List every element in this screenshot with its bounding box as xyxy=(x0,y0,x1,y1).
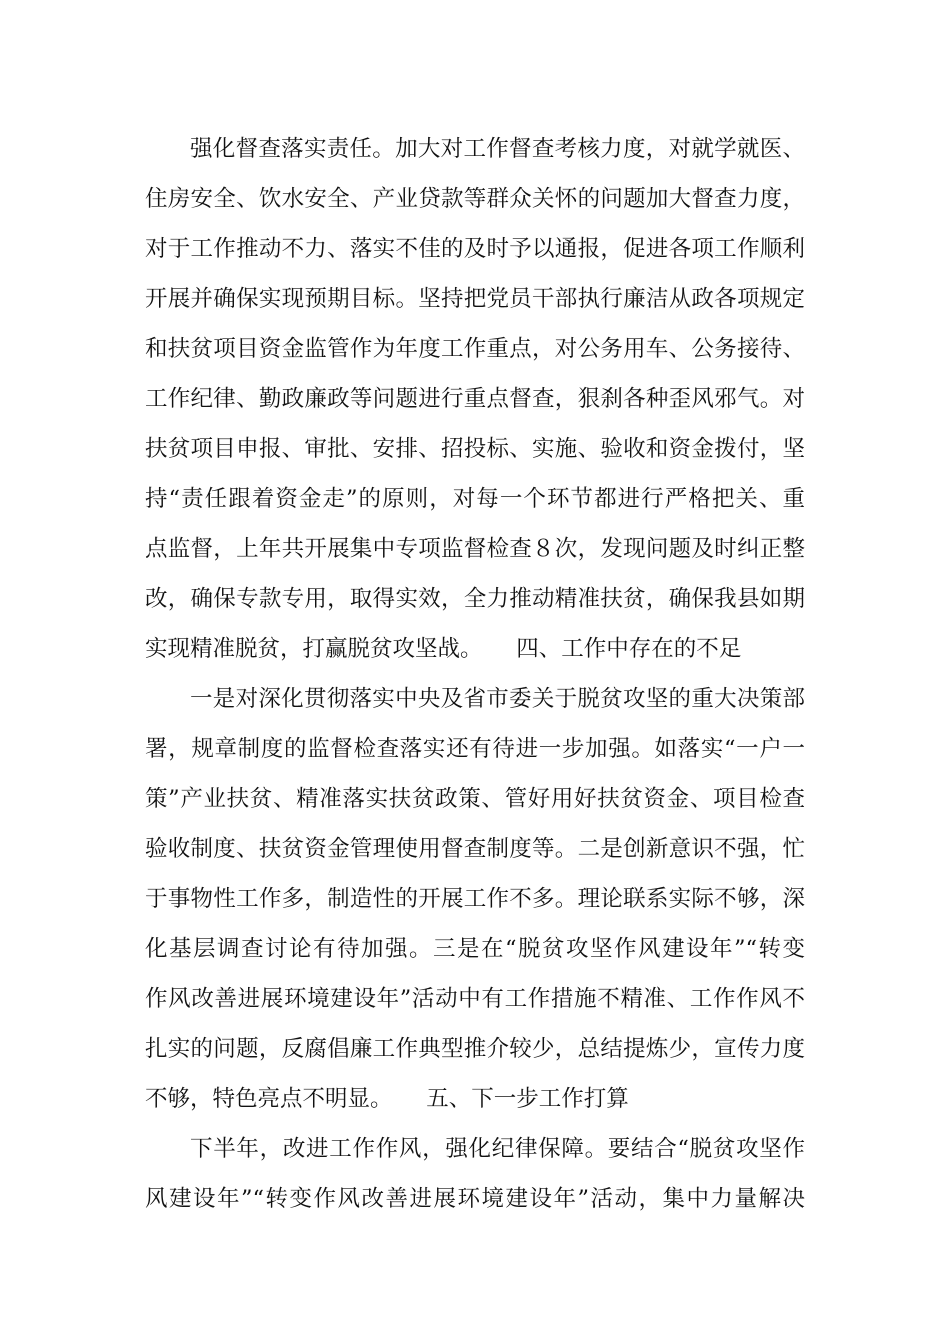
text-line: 验收制度、扶贫资金管理使用督查制度等。二是创新意识不强，忙 xyxy=(145,836,805,862)
text-line-paragraph-start: 一是对深化贯彻落实中央及省市委关于脱贫攻坚的重大决策部 xyxy=(190,686,805,712)
text-line: 作风改善进展环境建设年”活动中有工作措施不精准、工作作风不 xyxy=(145,986,805,1012)
text-line: 住房安全、饮水安全、产业贷款等群众关怀的问题加大督查力度， xyxy=(145,186,805,212)
text-line: 点监督，上年共开展集中专项监督检查８次，发现问题及时纠正整 xyxy=(145,536,805,562)
text-line: 持“责任跟着资金走”的原则，对每一个环节都进行严格把关、重 xyxy=(145,486,805,512)
text-line: 化基层调查讨论有待加强。三是在“脱贫攻坚作风建设年”“转变 xyxy=(145,936,805,962)
text-line: 扎实的问题，反腐倡廉工作典型推介较少，总结提炼少，宣传力度 xyxy=(145,1036,805,1062)
text-line: 开展并确保实现预期目标。坚持把党员干部执行廉洁从政各项规定 xyxy=(145,286,805,312)
text-line: 扶贫项目申报、审批、安排、招投标、实施、验收和资金拨付，坚 xyxy=(145,436,805,462)
text-line: 于事物性工作多，制造性的开展工作不多。理论联系实际不够，深 xyxy=(145,886,805,912)
text-line-with-section-heading: 不够，特色亮点不明显。 五、下一步工作打算 xyxy=(145,1086,629,1112)
text-line-paragraph-start: 下半年，改进工作作风，强化纪律保障。要结合“脱贫攻坚作 xyxy=(190,1136,805,1162)
text-line: 策”产业扶贫、精准落实扶贫政策、管好用好扶贫资金、项目检查 xyxy=(145,786,805,812)
text-line-paragraph-start: 强化督查落实责任。加大对工作督查考核力度，对就学就医、 xyxy=(190,136,805,162)
text-line: 风建设年”“转变作风改善进展环境建设年”活动，集中力量解决 xyxy=(145,1186,805,1212)
text-line: 署，规章制度的监督检查落实还有待进一步加强。如落实“一户一 xyxy=(145,736,805,762)
text-line: 对于工作推动不力、落实不佳的及时予以通报，促进各项工作顺利 xyxy=(145,236,805,262)
text-line: 工作纪律、勤政廉政等问题进行重点督查，狠刹各种歪风邪气。对 xyxy=(145,386,805,412)
text-line-with-section-heading: 实现精准脱贫，打赢脱贫攻坚战。 四、工作中存在的不足 xyxy=(145,636,742,662)
text-line: 和扶贫项目资金监管作为年度工作重点，对公务用车、公务接待、 xyxy=(145,336,805,362)
text-line: 改，确保专款专用，取得实效，全力推动精准扶贫，确保我县如期 xyxy=(145,586,805,612)
document-body xyxy=(145,124,805,1224)
